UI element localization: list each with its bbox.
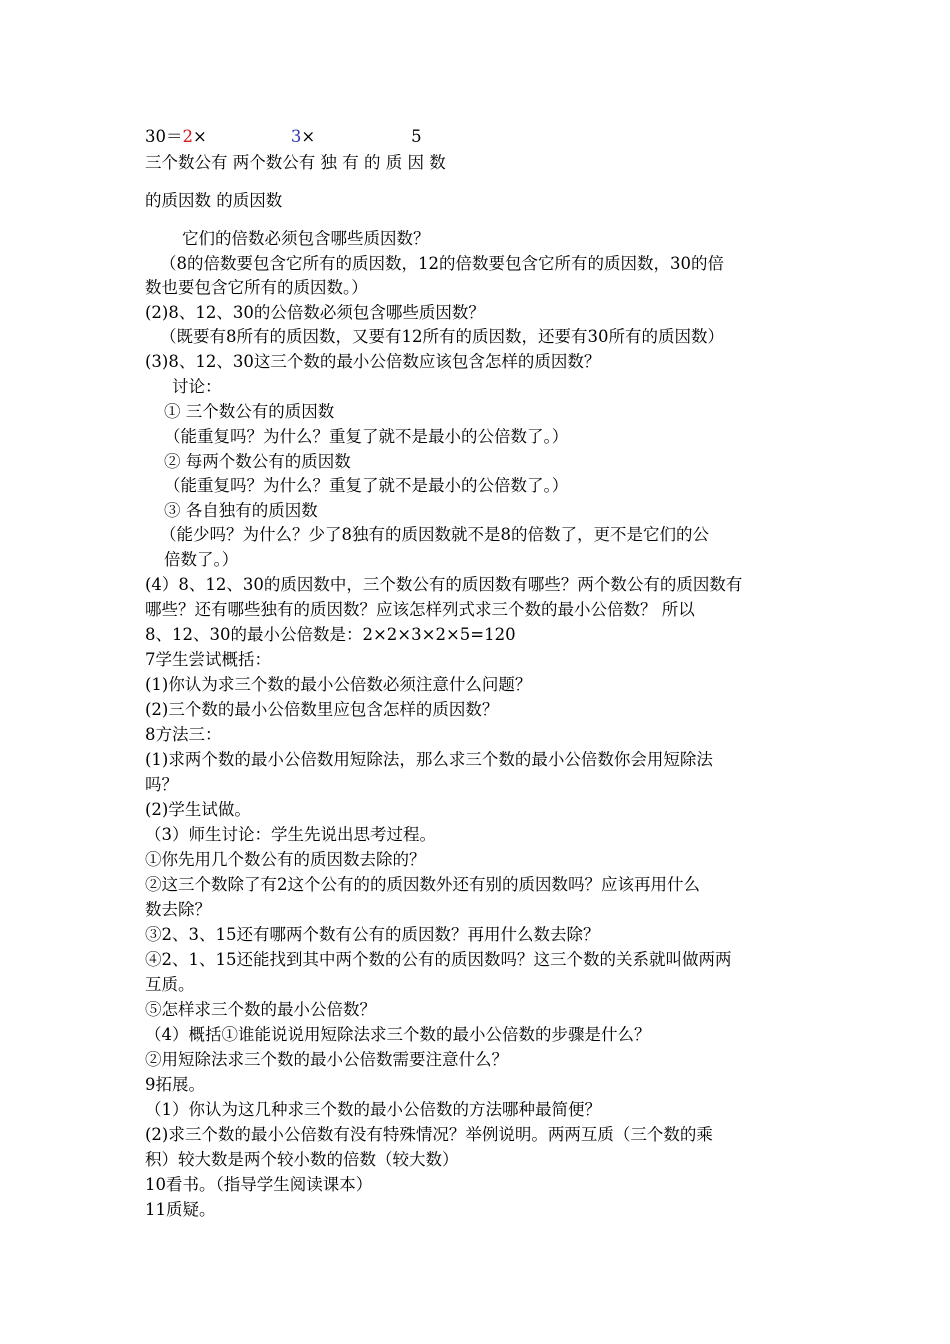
- text-line: ① 三个数公有的质因数: [164, 402, 335, 421]
- times-sign-1: ×: [193, 127, 207, 146]
- text-line: 数去除？: [145, 900, 211, 919]
- text-line: 积）较大数是两个较小数的倍数（较大数）: [145, 1150, 459, 1169]
- factor-2-red: 2: [182, 127, 193, 146]
- text-line: (3)8、12、30这三个数的最小公倍数应该包含怎样的质因数？: [145, 352, 601, 371]
- text-line: （能少吗？为什么？少了8独有的质因数就不是8的倍数了，更不是它们的公: [160, 525, 709, 544]
- text-line: 10看书。（指导学生阅读课本）: [145, 1175, 373, 1194]
- text-line: 数也要包含它所有的质因数。）: [145, 278, 368, 297]
- text-line: 哪些？还有哪些独有的质因数？应该怎样列式求三个数的最小公倍数？ 所以: [145, 600, 695, 619]
- text-line: 互质。: [145, 975, 195, 994]
- text-line: （能重复吗？为什么？重复了就不是最小的公倍数了。）: [164, 476, 569, 495]
- text-line: （8的倍数要包含它所有的质因数，12的倍数要包含它所有的质因数，30的倍: [160, 254, 724, 273]
- text-line: ④2、1、15还能找到其中两个数的公有的质因数吗？这三个数的关系就叫做两两: [145, 950, 732, 969]
- text-line: ③ 各自独有的质因数: [164, 501, 318, 520]
- text-line: (2)求三个数的最小公倍数有没有特殊情况？举例说明。两两互质（三个数的乘: [145, 1125, 713, 1144]
- text-line: (2)学生试做。: [145, 800, 251, 819]
- text-line: （3）师生讨论：学生先说出思考过程。: [145, 825, 436, 844]
- text-line: (1)求两个数的最小公倍数用短除法，那么求三个数的最小公倍数你会用短除法: [145, 750, 713, 769]
- text-line: 8、12、30的最小公倍数是：2×2×3×2×5=120: [145, 625, 516, 644]
- text-line: 它们的倍数必须包含哪些质因数？: [182, 229, 430, 248]
- text-line: ② 每两个数公有的质因数: [164, 452, 351, 471]
- text-line: ①你先用几个数公有的质因数去除的？: [145, 850, 426, 869]
- text-line: (1)你认为求三个数的最小公倍数必须注意什么问题？: [145, 675, 532, 694]
- text-line: (2)三个数的最小公倍数里应包含怎样的质因数？: [145, 700, 499, 719]
- text-line: ②用短除法求三个数的最小公倍数需要注意什么？: [145, 1050, 508, 1069]
- text-line: 倍数了。）: [164, 550, 239, 569]
- text-line: ②这三个数除了有2这个公有的的质因数外还有别的质因数吗？应该再用什么: [145, 875, 700, 894]
- equation-prefix: 30＝: [145, 127, 183, 146]
- factor-labels-line-2: 的质因数 的质因数: [145, 191, 283, 210]
- times-sign-2: ×: [301, 127, 316, 146]
- text-line: （能重复吗？为什么？重复了就不是最小的公倍数了。）: [164, 427, 569, 446]
- text-line: 8方法三：: [145, 725, 222, 744]
- factor-labels-line-1: 三个数公有 两个数公有 独 有 的 质 因 数: [145, 153, 446, 172]
- factor-3-blue: 3: [290, 127, 302, 146]
- factor-5: 5: [411, 127, 422, 146]
- text-line: 7学生尝试概括：: [145, 650, 271, 669]
- text-line: （4）概括①谁能说说用短除法求三个数的最小公倍数的步骤是什么？: [145, 1025, 651, 1044]
- text-line: 吗？: [145, 775, 178, 794]
- text-line: (2)8、12、30的公倍数必须包含哪些质因数？: [145, 303, 485, 322]
- text-line: (4）8、12、30的质因数中，三个数公有的质因数有哪些？两个数公有的质因数有: [145, 575, 743, 594]
- text-line: ⑤怎样求三个数的最小公倍数？: [145, 1000, 376, 1019]
- text-line: （既要有8所有的质因数，又要有12所有的质因数，还要有30所有的质因数）: [160, 327, 724, 346]
- equation-line: [145, 124, 422, 149]
- text-line: ③2、3、15还有哪两个数有公有的质因数？再用什么数去除？: [145, 925, 600, 944]
- text-line: 11质疑。: [145, 1200, 216, 1219]
- text-line: 9拓展。: [145, 1075, 205, 1094]
- text-line: （1）你认为这几种求三个数的最小公倍数的方法哪种最简便？: [145, 1100, 601, 1119]
- text-line: 讨论：: [172, 377, 222, 396]
